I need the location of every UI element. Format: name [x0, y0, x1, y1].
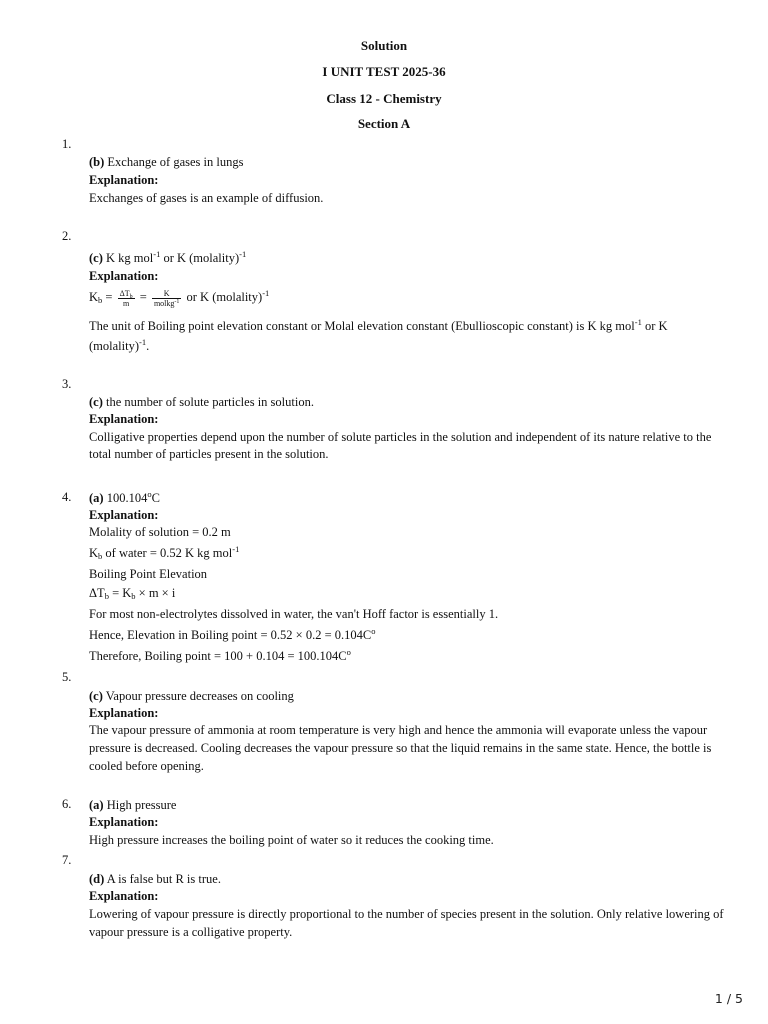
superscript: o	[346, 647, 351, 657]
answer-line	[89, 394, 729, 411]
answer-text: High pressure	[106, 798, 177, 812]
superscript: o	[147, 489, 152, 499]
frac-denominator: molkg	[153, 298, 175, 308]
answer-option: (a)	[89, 491, 104, 505]
explanation-text	[89, 545, 729, 562]
page-number: 1 / 5	[714, 991, 743, 1006]
explanation-label: Explanation:	[89, 412, 159, 426]
superscript: -1	[139, 337, 147, 347]
explanation-text: vapour pressure is a colligative property.	[89, 925, 293, 939]
equals-sign: =	[105, 290, 113, 304]
subscript: b	[104, 591, 109, 601]
superscript: o	[371, 626, 376, 636]
explanation-text	[89, 648, 729, 665]
superscript: -1	[232, 544, 240, 554]
answer-line	[89, 490, 729, 507]
explanation-text: Exchanges of gases is an example of diffusion.	[89, 191, 324, 205]
formula-tail: or K (molality)	[186, 290, 263, 304]
frac-numerator: ΔT	[119, 288, 130, 298]
answer-text: Exchange of gases in lungs	[107, 155, 244, 169]
explanation-text: High pressure increases the boiling point of water so it reduces the cooking time.	[89, 833, 494, 847]
answer-text: K kg mol	[106, 251, 154, 265]
explanation-label: Explanation:	[89, 508, 159, 522]
question-number: 7.	[62, 853, 72, 867]
explanation-part: The unit of Boiling point elevation constant or Molal elevation constant (Ebullioscopic constant) is K kg mol	[89, 319, 635, 333]
answer-unit: C	[151, 491, 160, 505]
explanation-part: Hence, Elevation in Boiling point = 0.52 × 0.2 = 0.104C	[89, 628, 372, 642]
equals-sign: =	[139, 290, 147, 304]
explanation-part: (molality)	[89, 339, 139, 353]
explanation-label: Explanation:	[89, 815, 159, 829]
explanation-text: Molality of solution = 0.2 m	[89, 525, 231, 539]
answer-option: (c)	[89, 689, 103, 703]
formula-line	[89, 585, 729, 602]
formula-kb: K	[89, 290, 99, 304]
answer-line	[89, 250, 729, 267]
question-number: 2.	[62, 229, 72, 243]
explanation-part: ΔT	[89, 586, 105, 600]
superscript: -1	[174, 298, 180, 305]
question-number: 1.	[62, 137, 72, 151]
explanation-text: The vapour pressure of ammonia at room temperature is very high and hence the ammonia will evaporate unless the vapour	[89, 723, 708, 737]
answer-line	[89, 688, 729, 705]
solution-title: Solution	[360, 38, 408, 53]
answer-option: (c)	[89, 251, 103, 265]
superscript: -1	[262, 288, 270, 298]
question-number: 5.	[62, 670, 72, 684]
answer-line	[89, 797, 729, 814]
explanation-part: × m × i	[138, 586, 176, 600]
explanation-text: cooled before opening.	[89, 759, 204, 773]
explanation-text: pressure is decreased. Cooling decreases the vapour pressure so that the liquid remains in the same state. Hence, the bottle is	[89, 741, 712, 755]
explanation-label: Explanation:	[89, 173, 159, 187]
explanation-label: Explanation:	[89, 889, 159, 903]
section-heading: Section A	[357, 116, 411, 131]
explanation-text: Colligative properties depend upon the number of solute particles in the solution and independent of its nature relative to the	[89, 430, 712, 444]
answer-option: (d)	[89, 872, 105, 886]
question-number: 6.	[62, 797, 72, 811]
question-number: 4.	[62, 490, 72, 504]
subscript: b	[98, 551, 103, 561]
explanation-text: total number of particles present in the solution.	[89, 447, 329, 461]
subscript: b	[131, 591, 136, 601]
answer-text: 100.104	[106, 491, 148, 505]
answer-option: (b)	[89, 155, 105, 169]
explanation-part: = K	[112, 586, 132, 600]
explanation-text: Boiling Point Elevation	[89, 567, 208, 581]
explanation-part: .	[146, 339, 150, 353]
explanation-label: Explanation:	[89, 706, 159, 720]
answer-text: A is false but R is true.	[106, 872, 221, 886]
answer-line	[89, 871, 729, 888]
answer-option: (a)	[89, 798, 104, 812]
explanation-text: Lowering of vapour pressure is directly proportional to the number of species present in the solution. Only relative lowering of	[89, 907, 724, 921]
formula-line	[89, 287, 729, 313]
class-subject: Class 12 - Chemistry	[326, 91, 442, 106]
answer-option: (c)	[89, 395, 103, 409]
answer-line	[89, 154, 729, 171]
subscript: b	[98, 295, 103, 305]
question-number: 3.	[62, 377, 72, 391]
superscript: -1	[239, 249, 247, 259]
answer-text: the number of solute particles in solution.	[106, 395, 314, 409]
frac-numerator: K	[152, 289, 181, 299]
answer-text: or K (molality)	[163, 251, 240, 265]
explanation-part: of water = 0.52 K kg mol	[105, 546, 233, 560]
fraction-k-over-molkg	[152, 289, 181, 308]
superscript: -1	[153, 249, 161, 259]
subscript: b	[129, 293, 133, 300]
explanation-part: K	[89, 546, 99, 560]
superscript: -1	[634, 317, 642, 327]
explanation-part: or K	[644, 319, 668, 333]
explanation-label: Explanation:	[89, 269, 159, 283]
fraction-delta-tb-over-m	[118, 289, 135, 308]
explanation-part: Therefore, Boiling point = 100 + 0.104 = 100.104C	[89, 649, 347, 663]
explanation-text: For most non-electrolytes dissolved in water, the van't Hoff factor is essentially 1.	[89, 607, 499, 621]
explanation-text	[89, 316, 729, 356]
explanation-text	[89, 627, 729, 644]
frac-denominator: m	[122, 298, 130, 308]
answer-text: Vapour pressure decreases on cooling	[105, 689, 294, 703]
test-name: I UNIT TEST 2025-36	[322, 64, 446, 79]
